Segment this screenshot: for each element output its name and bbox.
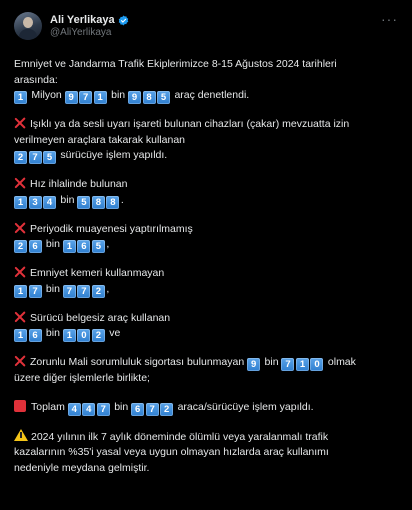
license-label-line	[14, 311, 398, 327]
intro-line: arasında:	[14, 73, 58, 86]
siren-line	[14, 117, 398, 133]
tweet-text	[14, 57, 398, 476]
word: araca/sürücüye işlem yapıldı.	[177, 400, 314, 413]
vehicles-checked-line	[14, 88, 398, 104]
warning-sign-icon	[14, 429, 28, 441]
keycap-digit: 5	[43, 151, 56, 164]
seatbelt-count-line	[14, 282, 398, 298]
word: bin	[45, 327, 60, 339]
word: sürücüye işlem yapıldı.	[60, 149, 168, 161]
keycap-digit: 7	[63, 285, 76, 298]
cross-mark-icon	[14, 355, 26, 367]
keycap-digit: 1	[296, 358, 309, 371]
intro-line: Emniyet ve Jandarma Trafik Ekiplerimizce 8-15 Ağustos 2024 tarihleri	[14, 58, 337, 70]
keycap-digit: 8	[143, 91, 156, 104]
cross-mark-icon	[14, 222, 26, 234]
intro-paragraph	[14, 57, 398, 104]
word: bin	[114, 400, 129, 413]
keycap-digit: 0	[77, 329, 90, 342]
word: olmak	[327, 356, 356, 368]
word: bin	[60, 193, 75, 206]
word: bin	[45, 282, 60, 295]
word: bin	[264, 356, 279, 368]
keycap-digit: 1	[14, 91, 27, 104]
verified-badge-icon	[118, 15, 129, 26]
keycap-digit: 2	[14, 151, 27, 164]
keycap-digit: 2	[92, 329, 105, 342]
keycap-digit: 6	[131, 403, 144, 416]
keycap-digit: 9	[128, 91, 141, 104]
name-row	[50, 14, 129, 27]
author-block	[50, 14, 129, 39]
keycap-digit: 9	[65, 91, 78, 104]
speeding-label-line	[14, 177, 398, 193]
keycap-digit: 7	[281, 358, 294, 371]
cross-mark-icon	[14, 311, 26, 323]
license-count-line	[14, 326, 398, 342]
keycap-digit: 1	[94, 91, 107, 104]
keycap-digit: 1	[14, 196, 27, 209]
keycap-digit: 4	[68, 403, 81, 416]
keycap-digit: 2	[92, 285, 105, 298]
total-line	[14, 400, 398, 416]
warning-text: 2024 yılının ilk 7 aylık döneminde ölümlü veya yaralanmalı trafik	[31, 430, 329, 443]
keycap-digit: 2	[160, 403, 173, 416]
siren-count-line	[14, 148, 398, 164]
keycap-digit: 0	[310, 358, 323, 371]
insurance-label: Zorunlu Mali sorumluluk sigortası bulunmayan	[30, 356, 245, 368]
more-options-icon[interactable]: ···	[381, 11, 398, 27]
inspection-label: Periyodik muayenesi yaptırılmamış	[30, 222, 193, 235]
insurance-paragraph	[14, 355, 398, 387]
seatbelt-label-line	[14, 266, 398, 282]
cross-mark-icon	[14, 266, 26, 278]
license-paragraph	[14, 311, 398, 343]
keycap-digit: 1	[63, 240, 76, 253]
red-square-icon	[14, 400, 26, 412]
speeding-count-line	[14, 193, 398, 209]
cross-mark-icon	[14, 177, 26, 189]
cross-mark-icon	[14, 117, 26, 129]
inspection-label-line	[14, 222, 398, 238]
punctuation: ,	[106, 238, 110, 250]
keycap-digit: 7	[77, 285, 90, 298]
word: araç denetlendi.	[174, 89, 250, 101]
keycap-digit: 7	[29, 151, 42, 164]
word: bin	[111, 89, 126, 101]
word: ve	[109, 327, 121, 339]
keycap-digit: 7	[146, 403, 159, 416]
seatbelt-label: Emniyet kemeri kullanmayan	[30, 267, 165, 279]
warning-line	[14, 429, 398, 446]
inspection-count-line	[14, 237, 398, 253]
keycap-digit: 9	[247, 358, 260, 371]
insurance-line: üzere diğer işlemlerle birlikte;	[14, 372, 150, 384]
author-handle[interactable]: @AliYerlikaya	[50, 26, 112, 38]
word: Milyon	[31, 89, 62, 101]
keycap-digit: 6	[29, 329, 42, 342]
warning-line: kazalarının %35'i yasal veya uygun olmayan hızlarda araç kullanımı	[14, 446, 329, 458]
tweet-header	[14, 10, 398, 42]
siren-text: Işıklı ya da sesli uyarı işareti bulunan cihazları (çakar) mevzuatta izin	[30, 118, 350, 130]
total-paragraph	[14, 400, 398, 416]
siren-paragraph	[14, 117, 398, 164]
keycap-digit: 6	[29, 240, 42, 253]
avatar[interactable]	[14, 12, 42, 40]
keycap-digit: 7	[79, 91, 92, 104]
keycap-digit: 5	[157, 91, 170, 104]
keycap-digit: 2	[14, 240, 27, 253]
warning-line: nedeniyle meydana gelmiştir.	[14, 461, 150, 474]
keycap-digit: 8	[106, 196, 119, 209]
keycap-digit: 7	[29, 285, 42, 298]
warning-paragraph	[14, 429, 398, 477]
keycap-digit: 1	[14, 329, 27, 342]
insurance-line	[14, 355, 398, 371]
keycap-digit: 7	[97, 403, 110, 416]
word: bin	[45, 238, 60, 250]
punctuation: .	[120, 193, 124, 206]
punctuation: ,	[106, 282, 110, 295]
keycap-digit: 3	[29, 196, 42, 209]
keycap-digit: 4	[43, 196, 56, 209]
keycap-digit: 4	[82, 403, 95, 416]
keycap-digit: 1	[14, 285, 27, 298]
keycap-digit: 6	[77, 240, 90, 253]
inspection-paragraph	[14, 222, 398, 254]
author-display-name[interactable]: Ali Yerlikaya	[50, 13, 115, 26]
license-label: Sürücü belgesiz araç kullanan	[30, 311, 171, 324]
speeding-paragraph	[14, 177, 398, 209]
keycap-digit: 8	[92, 196, 105, 209]
total-label: Toplam	[31, 400, 65, 413]
keycap-digit: 1	[63, 329, 76, 342]
siren-line: verilmeyen araçlara takarak kullanan	[14, 133, 185, 146]
keycap-digit: 5	[92, 240, 105, 253]
keycap-digit: 5	[77, 196, 90, 209]
speeding-label: Hız ihlalinde bulunan	[30, 178, 128, 190]
seatbelt-paragraph	[14, 266, 398, 298]
